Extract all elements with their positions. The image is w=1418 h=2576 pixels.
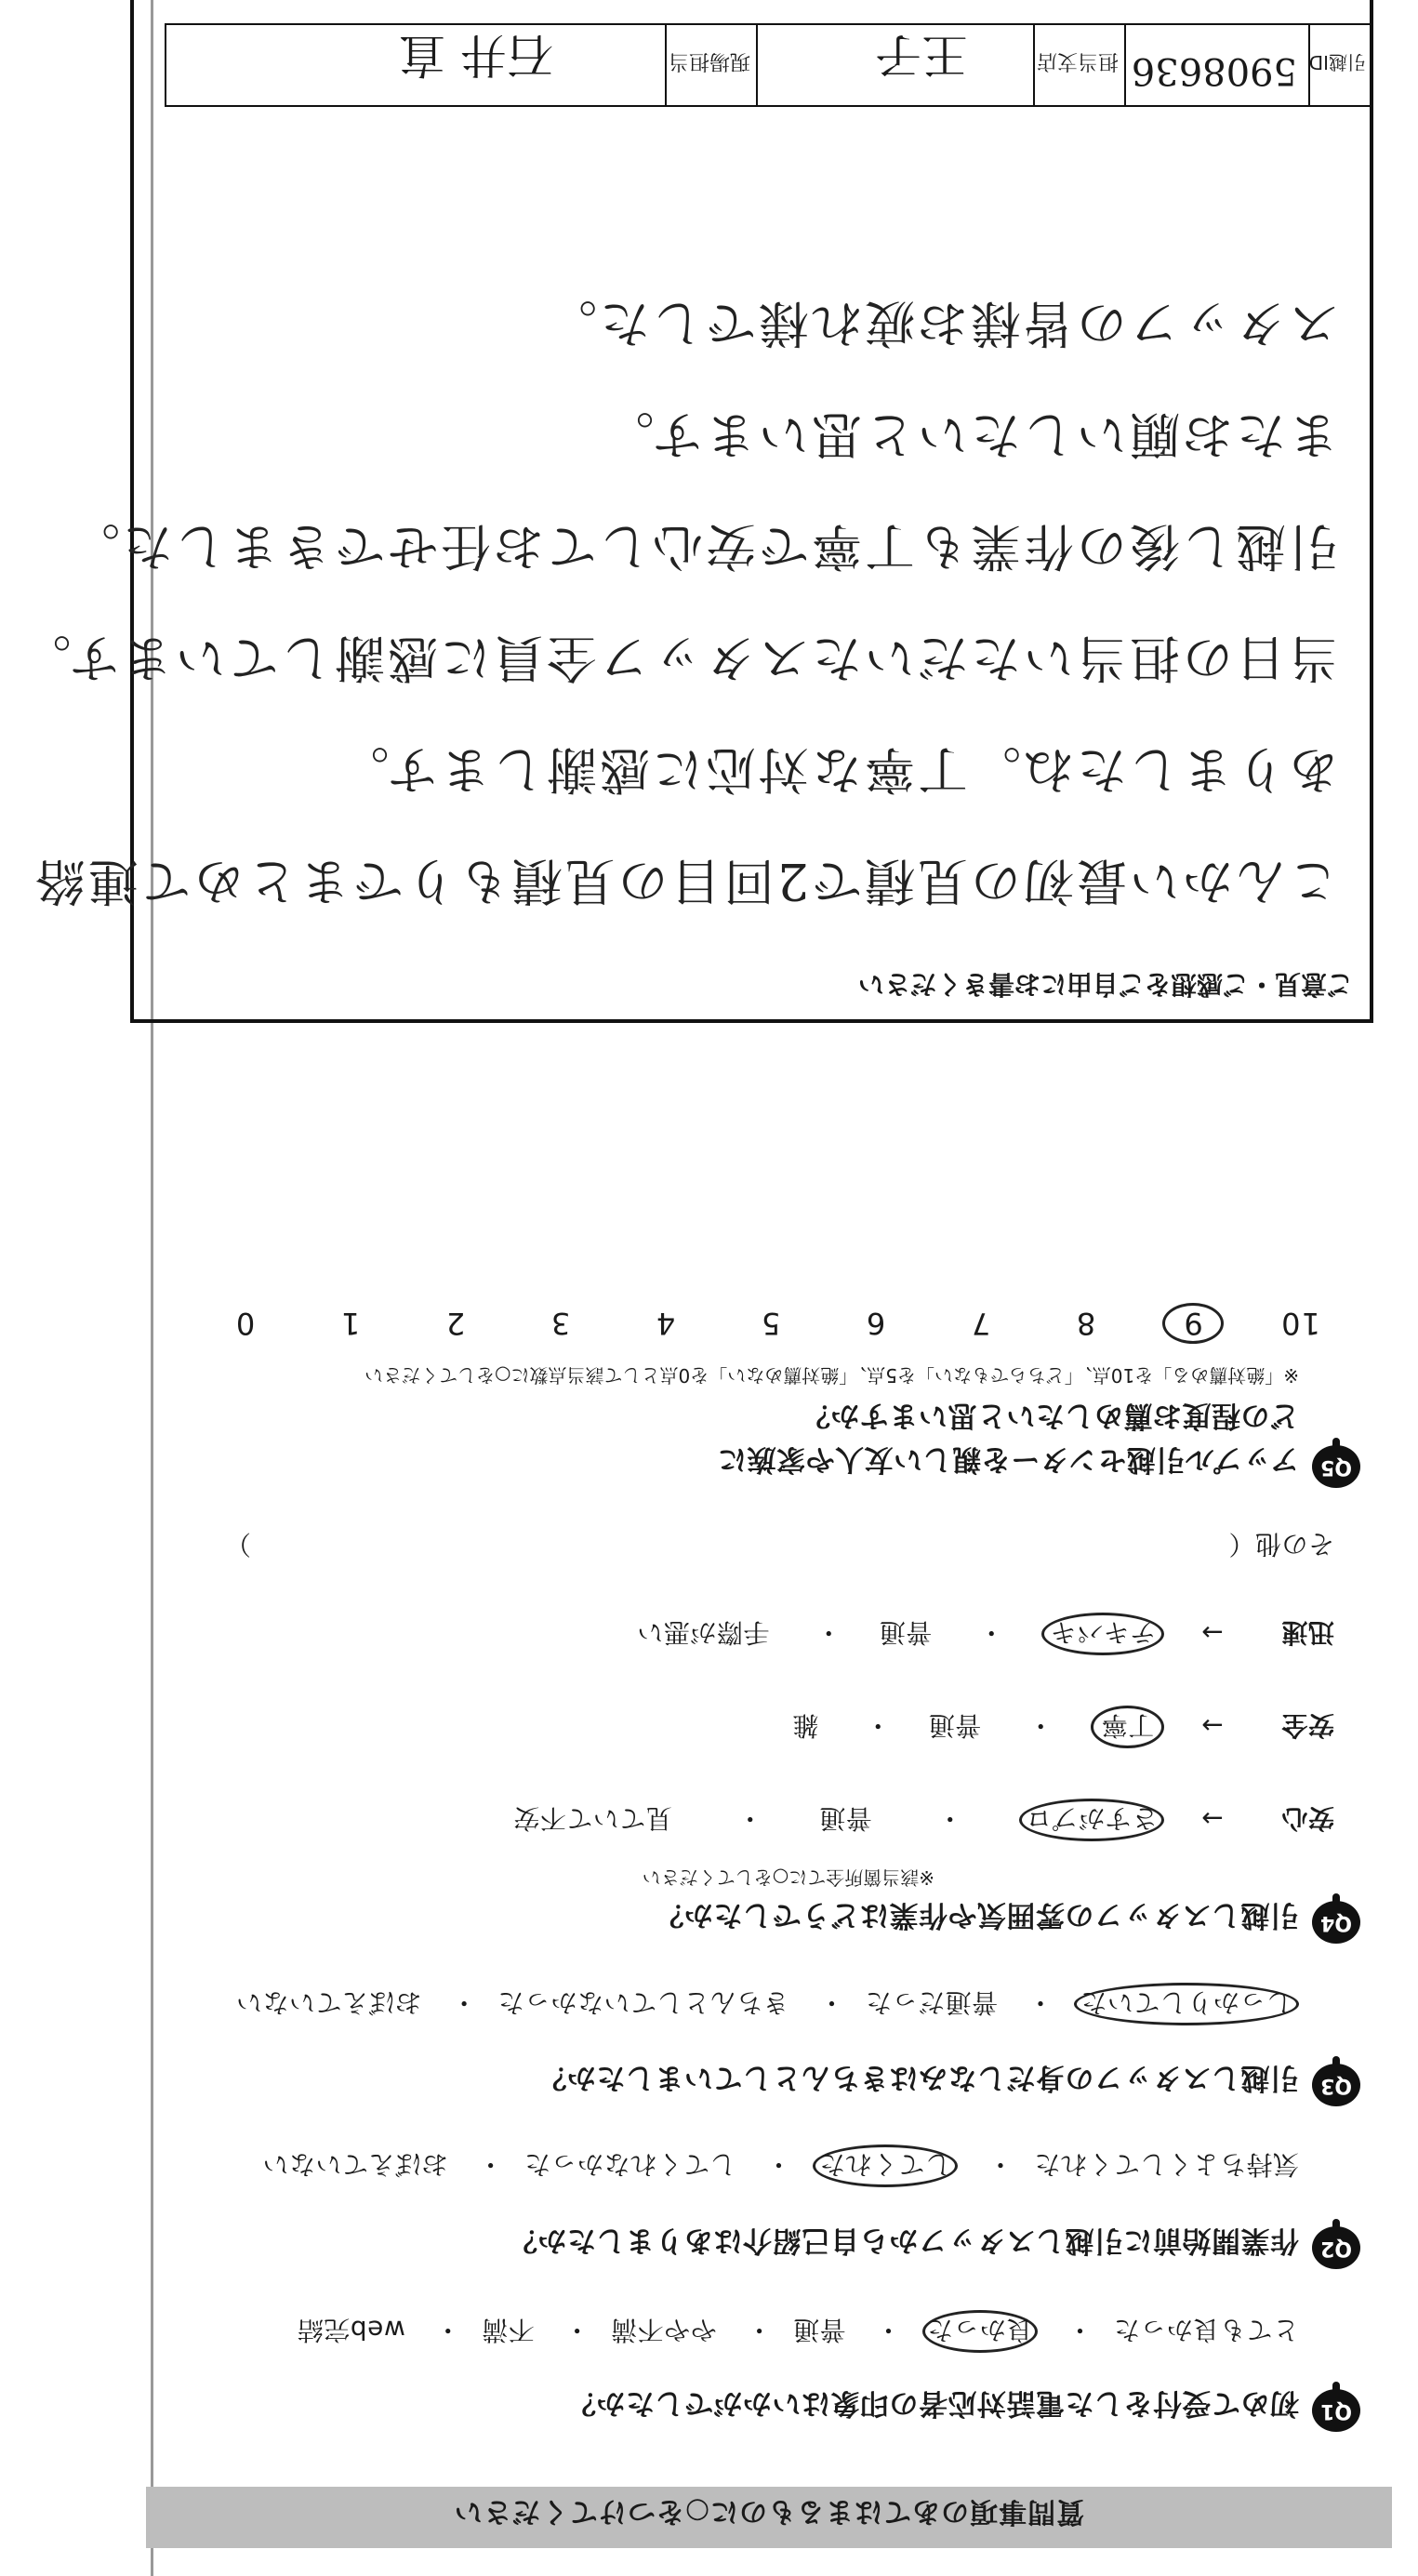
footer-branch-value-cell: [756, 23, 1035, 107]
q5-scale-8[interactable]: 8: [1075, 1306, 1096, 1341]
footer-id-value: 5908636: [1131, 49, 1297, 92]
footer-leader-value-cell: [165, 23, 667, 107]
q5-badge: Q5: [1312, 1445, 1360, 1488]
footer-branch-label: 担当支店: [1036, 49, 1119, 73]
q2-badge: Q2: [1312, 2226, 1360, 2269]
q4-other-row: [1228, 1527, 1334, 1564]
q4-jinsoku-option-3[interactable]: 手際が悪い: [636, 1617, 770, 1648]
q4-other-label: その他（: [1227, 1529, 1334, 1560]
q5-question-line1: アップル引越センターを親しい友人や家族に: [717, 1442, 1299, 1476]
q4-anzen-option-3[interactable]: 雑: [791, 1710, 819, 1741]
q2-question: 作業開始前に引越しスタッフから自己紹介はありましたか？: [508, 2224, 1299, 2257]
q3-badge: Q3: [1312, 2064, 1360, 2106]
q4-row-label: 迅速: [1280, 1617, 1334, 1648]
q4-row-anshin: 安心 → さすがプロ・ 普通・ 見ていて不安: [513, 1799, 1334, 1841]
q4-anzen-option-1-selected[interactable]: 丁寧: [1091, 1706, 1164, 1748]
q5-scale-4[interactable]: 4: [655, 1306, 676, 1341]
q4-row-label: 安全: [1280, 1710, 1334, 1741]
q4-jinsoku-option-1-selected[interactable]: テキパキ: [1041, 1613, 1164, 1655]
q3-options: しっかりしていた・ 普通だった・ きちんとしていなかった・ おぼえていない: [236, 1983, 1299, 2025]
comment-line-1: こんかい最初の見積で2回目の見積もりでまとめて連絡: [32, 852, 1339, 910]
q4-badge: Q4: [1312, 1901, 1360, 1944]
q5-scale-6[interactable]: 6: [865, 1306, 886, 1341]
q4-row-anzen: 安全 → 丁寧・ 普通・ 雑: [792, 1706, 1334, 1748]
q5-scale-10[interactable]: 10: [1280, 1306, 1320, 1341]
arrow-icon: →: [1200, 1710, 1224, 1741]
footer-branch-value: 王子: [875, 28, 968, 82]
q4-note: ※該当箇所全てに○をしてください: [642, 1866, 934, 1889]
q1-question: 初めて受付をした電話対応者の印象はいかがでしたか？: [566, 2386, 1299, 2420]
q5-scale-9-selected[interactable]: 9: [1162, 1303, 1224, 1344]
q2-option-1[interactable]: 気持ちよくしてくれた: [1033, 2149, 1299, 2180]
q1-option-4[interactable]: やや不満: [610, 2315, 717, 2345]
q3-option-3[interactable]: きちんとしていなかった: [497, 1987, 789, 2018]
comment-line-3: 当日の担当いただいたスタッフ全員に感謝しています。: [18, 629, 1339, 687]
q1-option-1[interactable]: とても良かった: [1113, 2315, 1299, 2345]
q5-scale: [192, 1303, 1353, 1344]
q4-anshin-option-3[interactable]: 見ていて不安: [512, 1803, 672, 1834]
q4-row-jinsoku: 迅速 → テキパキ・ 普通・ 手際が悪い: [637, 1613, 1334, 1655]
q4-anzen-option-2[interactable]: 普通: [928, 1710, 982, 1741]
q1-option-2-selected[interactable]: 良かった: [922, 2310, 1038, 2353]
comment-line-2: ありましたね。丁寧な対応に感謝します。: [336, 740, 1339, 799]
comment-line-4: 引越し後の作業も丁寧で安心してお任せできました。: [67, 517, 1339, 576]
footer-leader-label-cell: [665, 23, 758, 107]
q1-option-5[interactable]: 不満: [481, 2315, 535, 2345]
instruction-band: [146, 2487, 1392, 2548]
q5-scale-2[interactable]: 2: [444, 1306, 466, 1341]
q4-row-label: 安心: [1280, 1803, 1334, 1834]
q2-option-3[interactable]: してくれなかった: [523, 2149, 736, 2180]
q5-note: ※「絶対薦める」を10点、「どちらでもない」を5点、「絶対薦めない」を0点として該当点数に○をしてください: [364, 1364, 1299, 1387]
q2-option-4[interactable]: おぼえていない: [262, 2149, 448, 2180]
q3-question: 引越しスタッフの身だしなみはきちんとしていましたか？: [537, 2061, 1299, 2094]
arrow-icon: →: [1200, 1803, 1224, 1834]
q5-question-line2: どの程度お薦めしたいと思いますか？: [801, 1399, 1299, 1432]
q4-question: 引越しスタッフの雰囲気や作業はどうでしたか？: [655, 1898, 1299, 1932]
comment-label: ご意見・ご感想をご自由にお書きください: [857, 969, 1353, 1000]
q5-scale-1[interactable]: 1: [339, 1306, 361, 1341]
q4-jinsoku-option-2[interactable]: 普通: [879, 1617, 933, 1648]
q1-option-6[interactable]: web完結: [297, 2315, 405, 2345]
footer-leader-value: 石井 直: [399, 28, 553, 82]
q5-scale-5[interactable]: 5: [760, 1306, 781, 1341]
q2-options: 気持ちよくしてくれた・ してくれた・ してくれなかった・ おぼえていない: [262, 2144, 1299, 2187]
footer-branch-label-cell: [1033, 23, 1126, 107]
footer-leader-label: 現場担当: [668, 49, 750, 73]
q4-anshin-option-2[interactable]: 普通: [818, 1803, 872, 1834]
q1-badge: Q1: [1312, 2389, 1360, 2432]
q3-option-4[interactable]: おぼえていない: [235, 1987, 422, 2018]
footer-id-label-cell: [1308, 23, 1373, 107]
q3-option-2[interactable]: 普通だった: [865, 1987, 999, 2018]
q5-scale-7[interactable]: 7: [970, 1306, 991, 1341]
q4-other-close: ）: [224, 1529, 251, 1560]
q4-anshin-option-1-selected[interactable]: さすがプロ: [1019, 1799, 1165, 1841]
q2-option-2-selected[interactable]: してくれた: [813, 2144, 959, 2187]
q5-scale-0[interactable]: 0: [234, 1306, 256, 1341]
instruction-text: 質問事項のあてはまるものに○をつけてください: [453, 2495, 1085, 2528]
footer-id-label: 引越ID: [1308, 51, 1366, 73]
q1-option-3[interactable]: 普通: [792, 2315, 846, 2345]
q3-option-1-selected[interactable]: しっかりしていた: [1074, 1983, 1299, 2025]
q1-options: とても良かった・ 良かった・ 普通・ やや不満・ 不満・ web完結: [297, 2310, 1299, 2353]
footer-id-value-cell: [1124, 23, 1310, 107]
comment-line-5: またお願いしたいと思います。: [601, 405, 1339, 464]
q5-scale-3[interactable]: 3: [550, 1306, 571, 1341]
arrow-icon: →: [1200, 1617, 1224, 1648]
comment-line-6: スタッフの皆様お疲れ様でした。: [544, 294, 1339, 352]
